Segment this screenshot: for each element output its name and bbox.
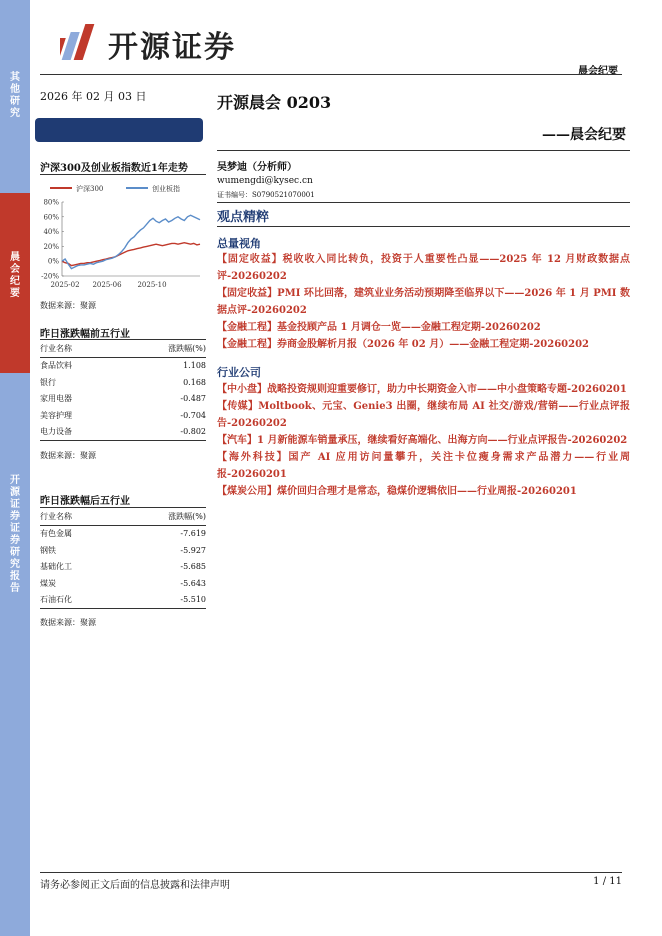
highlights-heading: 观点精粹 [217, 210, 270, 225]
sidebar-label-middle: 晨 会 纪 要 [10, 252, 20, 299]
table-row [40, 357, 206, 374]
sidebar-label-bottom: 开 源 证 券 证 券 研 究 报 告 [10, 475, 20, 594]
sidebar-label-top: 其 他 研 究 [10, 72, 20, 119]
table-row [40, 575, 206, 592]
industry-name: 煤炭 [40, 578, 56, 588]
report-link[interactable]: 【汽车】1 月新能源车销量承压，继续看好高端化、出海方向——行业点评报告-20260202 [217, 435, 628, 446]
highlights-divider [217, 226, 630, 227]
y-tick-label: 0% [47, 257, 59, 266]
series-line [62, 243, 200, 266]
chart-title-divider [40, 174, 206, 175]
macro-list [217, 251, 630, 353]
x-tick-label: 2025-02 [50, 281, 80, 289]
bottom-sectors-title: 昨日涨跌幅后五行业 [40, 496, 130, 507]
industry-name: 钢铁 [40, 545, 56, 555]
y-tick-label: 40% [43, 228, 59, 237]
table-row [40, 559, 206, 576]
x-tick-label: 2025-10 [137, 281, 167, 289]
title-divider [217, 150, 630, 151]
y-tick-label: 60% [43, 213, 59, 222]
change-value: -5.643 [180, 578, 206, 588]
report-link[interactable]: 【固定收益】税收收入同比转负，投资于人重要性凸显——2025 年 12 月财政数据点评-20260202 [217, 254, 630, 282]
table-row [40, 374, 206, 391]
industry-name: 银行 [40, 377, 56, 387]
chart-x-axis [50, 276, 200, 289]
col-change: 涨跌幅(%) [116, 508, 206, 525]
chart-title: 沪深300及创业板指数近1年走势 [40, 163, 188, 174]
chart-legend [50, 184, 180, 193]
y-tick-label: 80% [43, 198, 59, 207]
macro-heading: 总量视角 [217, 237, 261, 250]
change-value: -7.619 [180, 529, 206, 539]
industry-name: 食品饮料 [40, 361, 72, 371]
left-sidebar [0, 0, 30, 936]
bottom-sectors-table [40, 508, 206, 609]
header-report-type: 晨会纪要 [578, 66, 618, 77]
industry-name: 石油石化 [40, 592, 116, 609]
footer-disclaimer: 请务必参阅正文后面的信息披露和法律声明 [40, 880, 230, 891]
table-row [40, 391, 206, 408]
brand-name: 开源证券 [108, 30, 236, 65]
change-value: 1.108 [183, 361, 206, 371]
x-tick-label: 2025-06 [92, 281, 122, 289]
top-sectors-table [40, 340, 206, 441]
report-link[interactable]: 【海外科技】国产 AI 应用访问量攀升，关注卡位瘦身需求产品潜力——行业周报-20260201 [217, 452, 630, 480]
industry-name: 家用电器 [40, 394, 72, 404]
industry-name: 美容护理 [40, 410, 72, 420]
change-value: 0.168 [183, 377, 206, 387]
legend-label: 创业板指 [152, 185, 180, 193]
table-row [40, 407, 206, 424]
bottom-sectors-source: 数据来源：聚源 [40, 618, 96, 627]
analyst-email[interactable]: wumengdi@kysec.cn [217, 176, 313, 186]
col-change: 涨跌幅(%) [116, 340, 206, 357]
page-number: 1 / 11 [593, 876, 622, 887]
report-link[interactable]: 【金融工程】基金投顾产品 1 月调仓一览——金融工程定期-20260202 [217, 322, 541, 333]
table-row [40, 525, 206, 542]
report-date: 2026 年 02 月 03 日 [40, 90, 147, 103]
chart-y-axis [41, 199, 64, 281]
change-value: -5.927 [180, 545, 206, 555]
y-tick-label: 20% [43, 242, 59, 251]
top-sectors-title: 昨日涨跌幅前五行业 [40, 329, 130, 340]
change-value: -5.510 [116, 592, 206, 609]
analyst-cert: 证书编号：S0790521070001 [217, 191, 315, 199]
change-value: -0.487 [180, 394, 206, 404]
footer-divider [40, 872, 622, 873]
industry-list [217, 381, 630, 500]
industry-name: 有色金属 [40, 529, 72, 539]
change-value: -0.802 [116, 424, 206, 441]
analyst-divider [217, 202, 630, 203]
industry-heading: 行业公司 [217, 366, 261, 379]
legend-label: 沪深300 [76, 185, 104, 193]
industry-name: 基础化工 [40, 562, 72, 572]
col-industry-name: 行业名称 [40, 508, 116, 525]
report-link[interactable]: 【固定收益】PMI 环比回落，建筑业业务活动预期降至临界以下——2026 年 1 月 PMI 数据点评-20260202 [217, 288, 630, 316]
series-line [62, 215, 200, 268]
report-link[interactable]: 【金融工程】券商金股解析月报（2026 年 02 月）——金融工程定期-20260202 [217, 339, 590, 350]
table-row [40, 592, 206, 609]
table-row [40, 424, 206, 441]
report-title: 开源晨会 0203 [217, 93, 332, 112]
industry-name: 电力设备 [40, 424, 116, 441]
col-industry-name: 行业名称 [40, 340, 116, 357]
report-link[interactable]: 【传媒】Moltbook、元宝、Genie3 出圈，继续布局 AI 社交/游戏/营销——行业点评报告-20260202 [217, 401, 630, 429]
change-value: -0.704 [180, 410, 206, 420]
change-value: -5.685 [180, 562, 206, 572]
analyst-name: 吴梦迪（分析师） [217, 162, 297, 173]
report-link[interactable]: 【煤炭公用】煤价回归合理才是常态，稳煤价逻辑依旧——行业周报-20260201 [217, 486, 577, 497]
report-link[interactable]: 【中小盘】战略投资规则迎重要修订，助力中长期资金入市——中小盘策略专题-20260201 [217, 384, 627, 395]
header-divider [40, 74, 622, 75]
chart-source: 数据来源：聚源 [40, 301, 96, 310]
table-row [40, 542, 206, 559]
kaiyuan-logo-icon [60, 22, 104, 62]
date-banner [35, 118, 203, 142]
y-tick-label: -20% [41, 272, 59, 281]
report-subtitle: ——晨会纪要 [542, 127, 626, 143]
chart-series [62, 215, 200, 268]
top-sectors-source: 数据来源：聚源 [40, 451, 96, 460]
index-trend-chart [36, 180, 206, 298]
